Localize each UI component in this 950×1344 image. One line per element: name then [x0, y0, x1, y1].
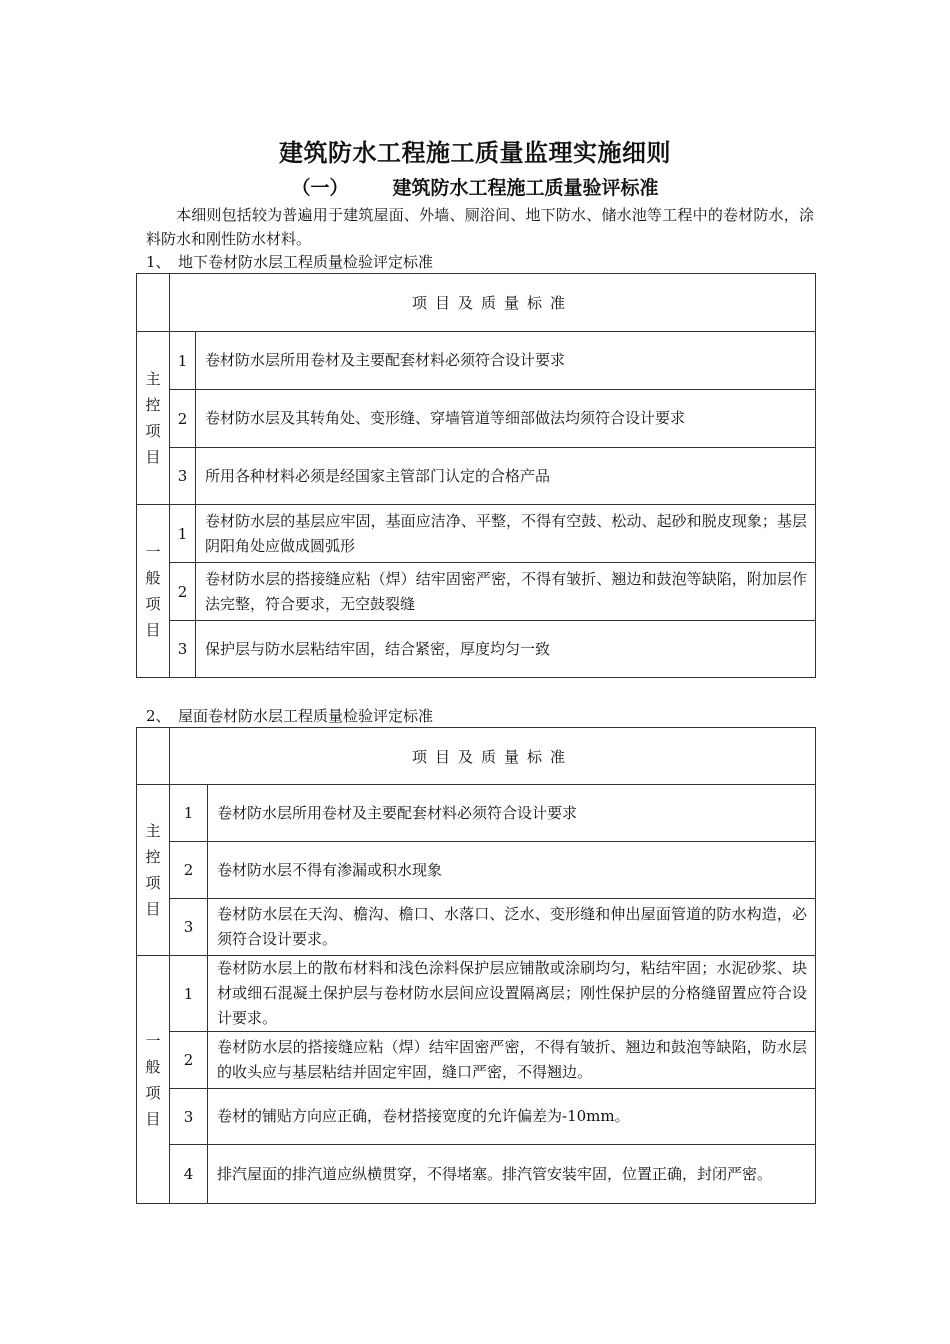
item-number: 1	[170, 785, 208, 842]
table-row	[137, 899, 816, 956]
item-text: 卷材防水层上的散布材料和浅色涂料保护层应铺散或涂刷均匀，粘结牢固；水泥砂浆、块材或细石混凝土保护层与卷材防水层间应设置隔离层；刚性保护层的分格缝留置应符合设计要求。	[208, 956, 816, 1032]
table-underground-membrane	[136, 273, 816, 678]
item-text: 保护层与防水层粘结牢固，结合紧密，厚度均匀一致	[196, 621, 816, 678]
general-items-label: 一般项目	[137, 505, 170, 678]
table-row	[137, 448, 816, 505]
table-row	[137, 390, 816, 448]
subtitle-number: （一）	[291, 177, 349, 199]
item-number: 1	[170, 956, 208, 1032]
table-row	[137, 332, 816, 390]
section2-heading-text: 屋面卷材防水层工程质量检验评定标准	[178, 707, 434, 725]
table-header-row	[137, 274, 816, 332]
item-text: 卷材防水层在天沟、檐沟、檐口、水落口、泛水、变形缝和伸出屋面管道的防水构造，必须符合设计要求。	[208, 899, 816, 956]
item-text: 卷材防水层的搭接缝应粘（焊）结牢固密严密，不得有皱折、翘边和鼓泡等缺陷，防水层的收头应与基层粘结并固定牢固，缝口严密，不得翘边。	[208, 1032, 816, 1089]
table-row	[137, 785, 816, 842]
item-number: 3	[170, 899, 208, 956]
item-number: 2	[170, 1032, 208, 1089]
subtitle-text: 建筑防水工程施工质量验评标准	[392, 177, 659, 199]
table-header: 项目及质量标准	[170, 274, 816, 332]
table-row	[137, 842, 816, 899]
document-title: 建筑防水工程施工质量监理实施细则	[279, 138, 671, 167]
item-text: 卷材防水层所用卷材及主要配套材料必须符合设计要求	[208, 785, 816, 842]
table-row	[137, 621, 816, 678]
table-row	[137, 1032, 816, 1089]
section1-heading	[146, 251, 433, 272]
table-header-row	[137, 728, 816, 785]
table-row	[137, 956, 816, 1032]
table-row	[137, 1089, 816, 1145]
main-items-label: 主控项目	[137, 785, 170, 956]
item-text: 卷材防水层及其转角处、变形缝、穿墙管道等细部做法均须符合设计要求	[196, 390, 816, 448]
intro-paragraph: 本细则包括较为普遍用于建筑屋面、外墙、厕浴间、地下防水、储水池等工程中的卷材防水，涂料防水和刚性防水材料。	[146, 206, 814, 248]
item-number: 2	[170, 563, 196, 621]
table-row	[137, 505, 816, 563]
item-text: 卷材防水层所用卷材及主要配套材料必须符合设计要求	[196, 332, 816, 390]
item-text: 卷材防水层的搭接缝应粘（焊）结牢固密严密，不得有皱折、翘边和鼓泡等缺陷，附加层作法完整，符合要求，无空鼓裂缝	[196, 563, 816, 621]
table-row	[137, 1145, 816, 1204]
item-text: 卷材的铺贴方向应正确，卷材搭接宽度的允许偏差为-10mm。	[208, 1089, 816, 1145]
section-subtitle	[0, 173, 950, 200]
item-number: 4	[170, 1145, 208, 1204]
item-number: 3	[170, 448, 196, 505]
table-roof-membrane	[136, 727, 816, 1204]
item-text: 卷材防水层不得有渗漏或积水现象	[208, 842, 816, 899]
item-number: 3	[170, 621, 196, 678]
item-text: 排汽屋面的排汽道应纵横贯穿，不得堵塞。排汽管安装牢固，位置正确，封闭严密。	[208, 1145, 816, 1204]
item-number: 1	[170, 332, 196, 390]
section2-number: 2、	[146, 707, 171, 725]
section2-heading	[146, 705, 433, 726]
section1-number: 1、	[146, 253, 171, 271]
table-row	[137, 563, 816, 621]
section1-heading-text: 地下卷材防水层工程质量检验评定标准	[178, 253, 434, 271]
table-corner-cell	[137, 728, 170, 785]
item-text: 卷材防水层的基层应牢固，基面应洁净、平整，不得有空鼓、松动、起砂和脱皮现象；基层阴阳角处应做成圆弧形	[196, 505, 816, 563]
general-items-label: 一般项目	[137, 956, 170, 1204]
main-items-label: 主控项目	[137, 332, 170, 505]
item-number: 3	[170, 1089, 208, 1145]
item-number: 2	[170, 842, 208, 899]
table-corner-cell	[137, 274, 170, 332]
item-number: 1	[170, 505, 196, 563]
item-number: 2	[170, 390, 196, 448]
table-header: 项目及质量标准	[170, 728, 816, 785]
item-text: 所用各种材料必须是经国家主管部门认定的合格产品	[196, 448, 816, 505]
